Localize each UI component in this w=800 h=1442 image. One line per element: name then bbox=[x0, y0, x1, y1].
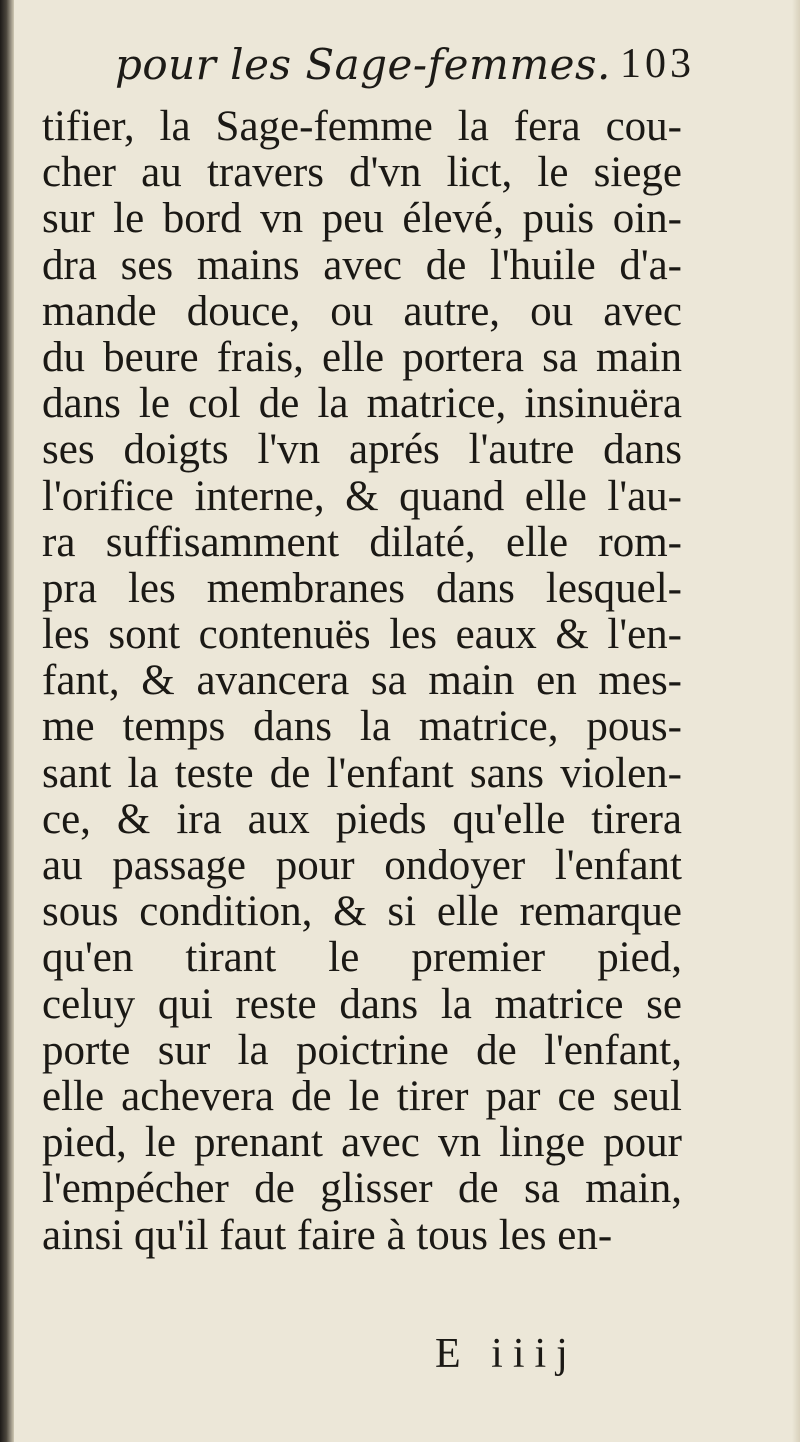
text-line: me temps dans la matrice, pous- bbox=[42, 703, 682, 751]
text-line: dra ses mains avec de l'huile d'a- bbox=[42, 241, 682, 289]
text-line: sur le bord vn peu élevé, puis oin- bbox=[42, 195, 682, 243]
text-line: cher au travers d'vn lict, le siege bbox=[42, 149, 682, 197]
page-number: 103 bbox=[620, 41, 695, 87]
text-line: pied, le prenant avec vn linge pour bbox=[42, 1119, 682, 1167]
text-line: fant, & avancera sa main en mes- bbox=[42, 657, 682, 705]
text-line: ce, & ira aux pieds qu'elle tirera bbox=[42, 795, 682, 843]
text-line: du beure frais, elle portera sa main bbox=[42, 333, 682, 381]
text-line: tifier, la Sage-femme la fera cou- bbox=[42, 103, 682, 150]
running-title: pour les Sage-femmes. bbox=[115, 40, 611, 89]
text-line: ainsi qu'il faut faire à tous les en- bbox=[42, 1211, 613, 1259]
page-header bbox=[115, 40, 695, 100]
text-line: dans le col de la matrice, insinuëra bbox=[42, 380, 682, 428]
text-line: l'orifice interne, & quand elle l'au- bbox=[42, 472, 682, 520]
text-line: elle achevera de le tirer par ce seul bbox=[42, 1072, 682, 1120]
text-line: au passage pour ondoyer l'enfant bbox=[42, 842, 682, 889]
text-line: qu'en tirant le premier pied, bbox=[42, 934, 682, 982]
text-line: celuy qui reste dans la matrice se bbox=[42, 980, 682, 1028]
text-line: l'empécher de glisser de sa main, bbox=[42, 1165, 682, 1213]
text-line: sous condition, & si elle remarque bbox=[42, 888, 682, 936]
page-edge bbox=[792, 0, 800, 1442]
text-line: sant la teste de l'enfant sans violen- bbox=[42, 749, 682, 797]
signature-mark: E iiij bbox=[435, 1331, 578, 1377]
text-line: ra suffisamment dilaté, elle rom- bbox=[42, 518, 682, 566]
text-line: porte sur la poictrine de l'enfant, bbox=[42, 1026, 682, 1074]
body-text bbox=[42, 104, 682, 1259]
text-line: pra les membranes dans lesquel- bbox=[42, 564, 682, 612]
binding-shadow bbox=[0, 0, 14, 1442]
text-line: les sont contenuës les eaux & l'en- bbox=[42, 611, 682, 659]
text-line: ses doigts l'vn aprés l'autre dans bbox=[42, 426, 682, 474]
text-line: mande douce, ou autre, ou avec bbox=[42, 287, 682, 335]
